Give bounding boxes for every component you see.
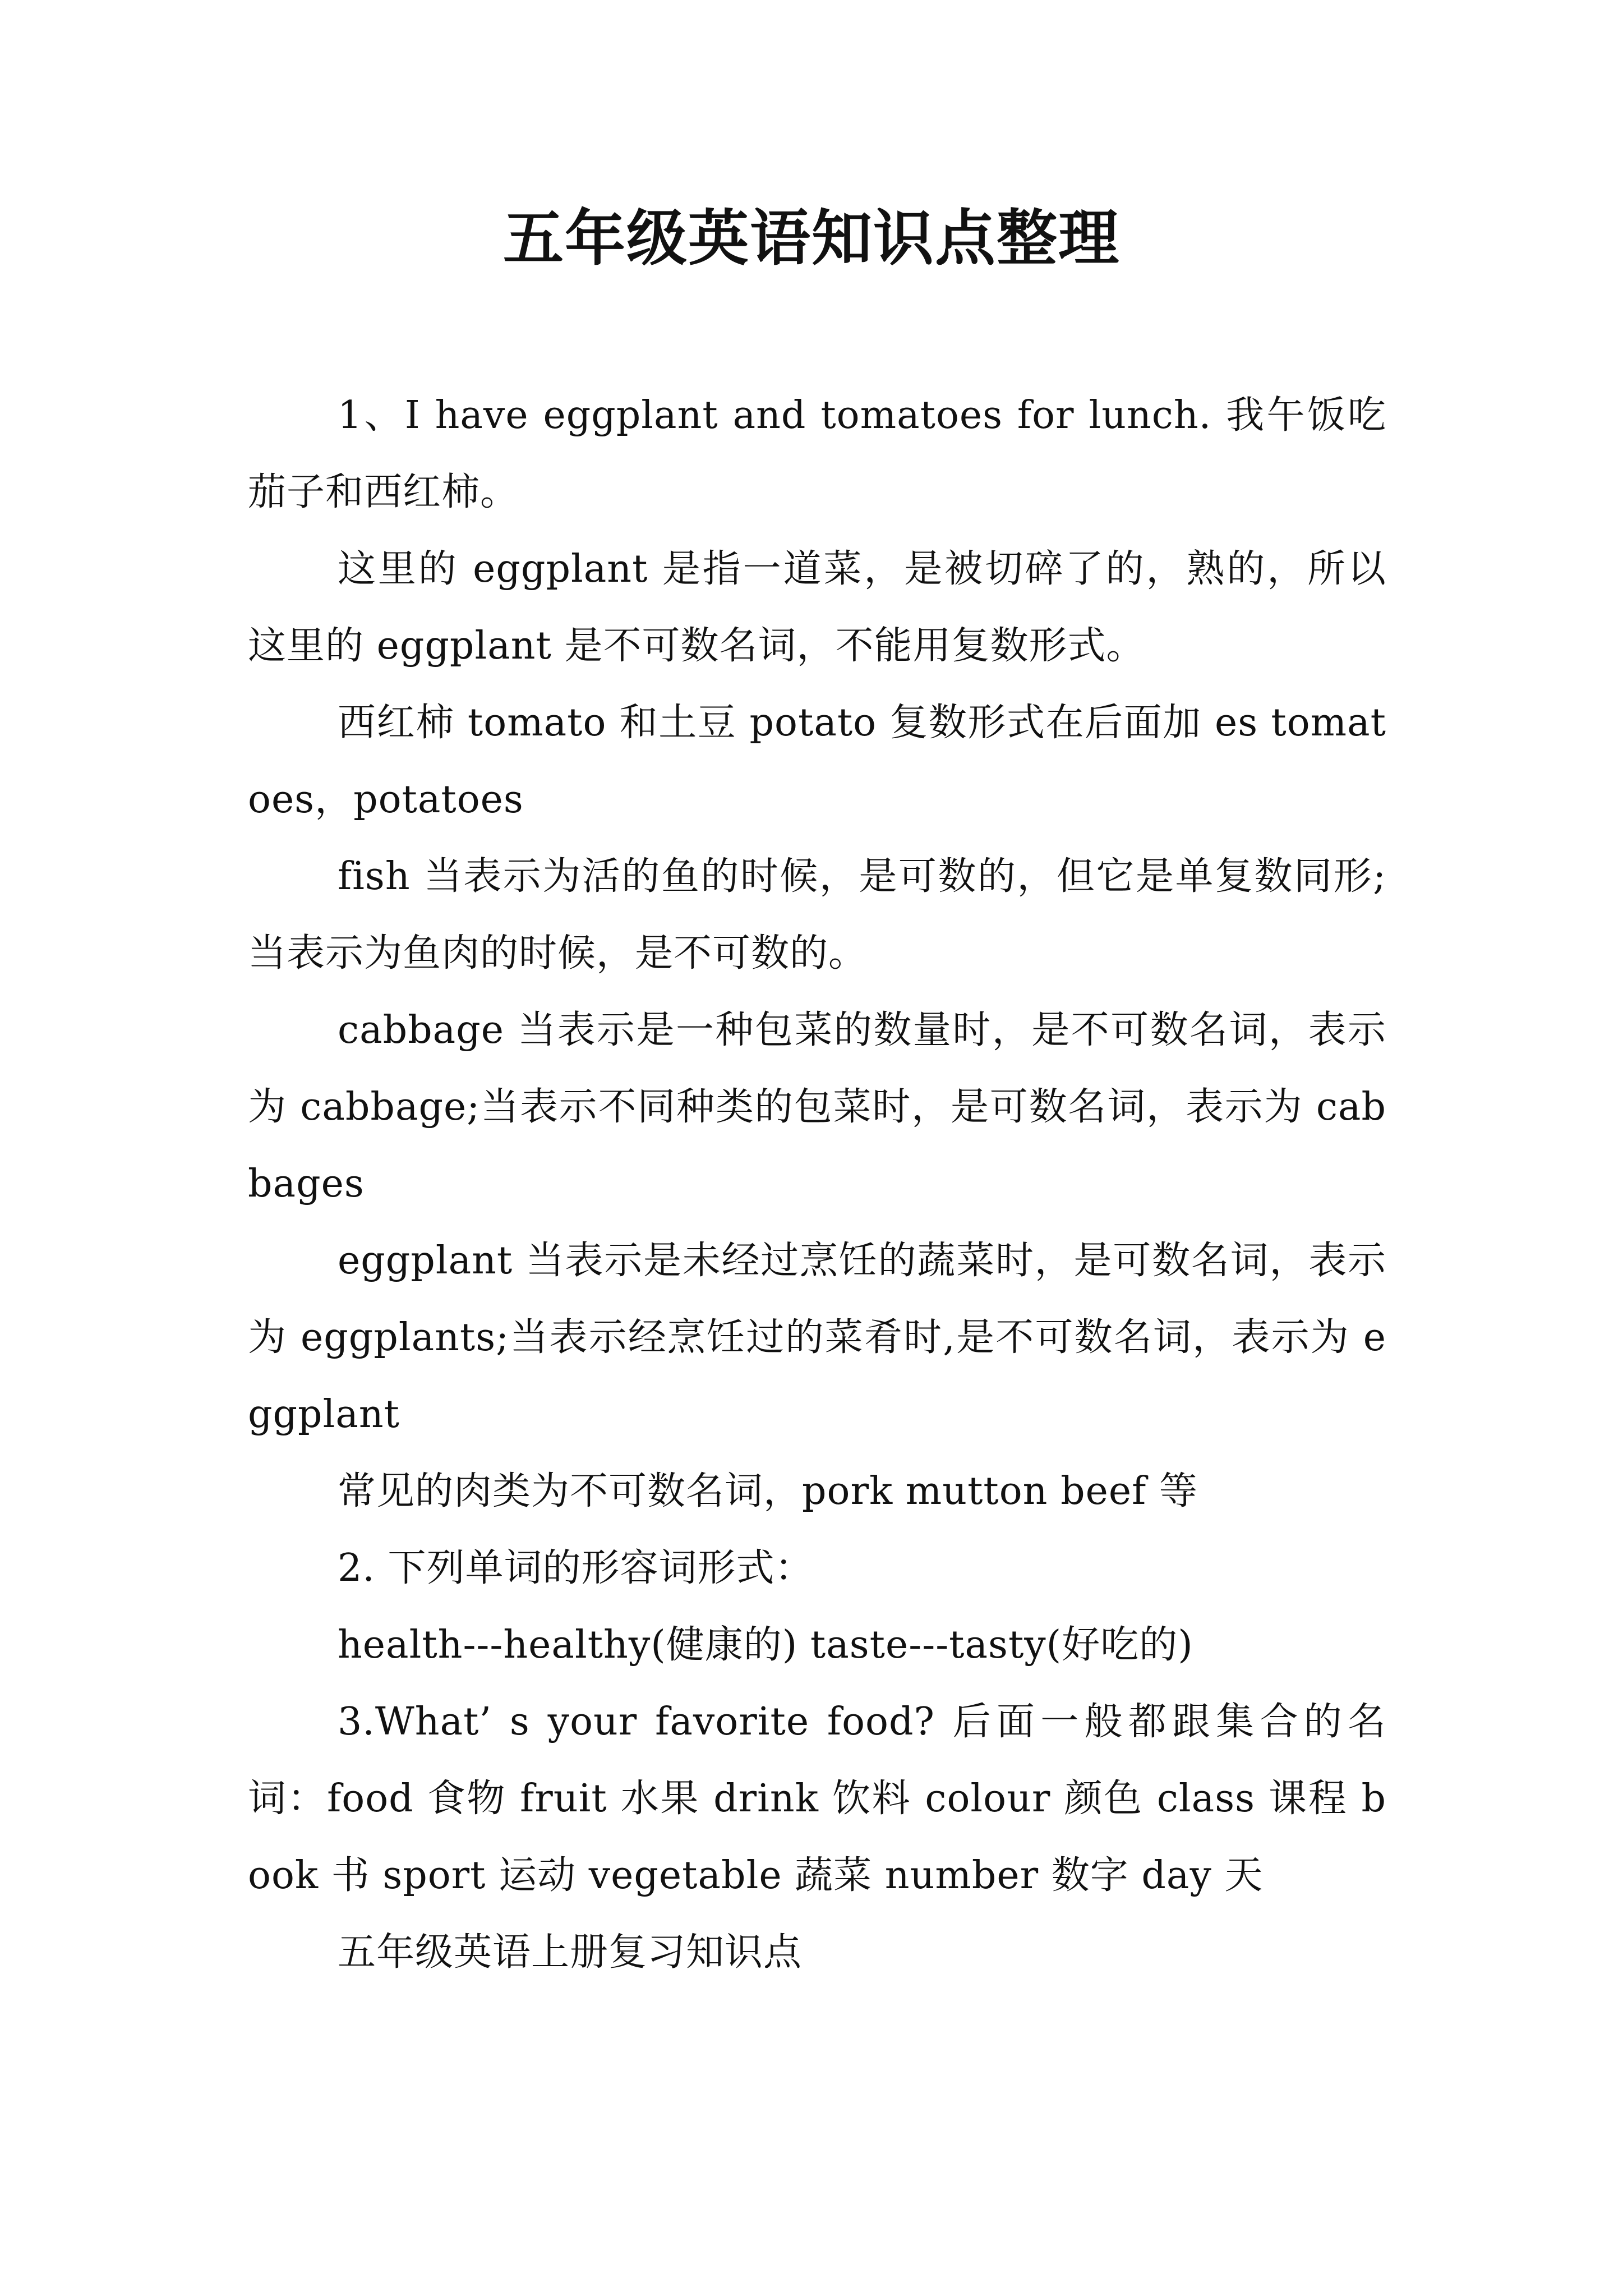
paragraph-4: fish 当表示为活的鱼的时候，是可数的，但它是单复数同形;当表示为鱼肉的时候，是不可数的。 bbox=[248, 854, 1386, 976]
paragraph-6: eggplant 当表示是未经过烹饪的蔬菜时，是可数名词，表示为 eggplants;当表示经烹饪过的菜肴时,是不可数名词，表示为 eggplant bbox=[248, 1239, 1386, 1437]
paragraph-3: 西红柿 tomato 和土豆 potato 复数形式在后面加 es tomatoes，potatoes bbox=[248, 701, 1386, 822]
paragraph-2: 这里的 eggplant 是指一道菜，是被切碎了的，熟的，所以这里的 eggplant 是不可数名词，不能用复数形式。 bbox=[248, 547, 1386, 668]
document-body bbox=[248, 377, 1386, 1991]
paragraph-10: 3.What’ s your favorite food? 后面一般都跟集合的名词：food 食物 fruit 水果 drink 饮料 colour 颜色 class 课程 book 书 sport 运动 vegetable 蔬菜 number 数字 day 天 bbox=[248, 1700, 1386, 1898]
document-title: 五年级英语知识点整理 bbox=[502, 203, 1120, 274]
paragraph-11: 五年级英语上册复习知识点 bbox=[338, 1930, 803, 1975]
paragraph-9: health---healthy(健康的) taste---tasty(好吃的) bbox=[338, 1623, 1193, 1667]
paragraph-7: 常见的肉类为不可数名词，pork mutton beef 等 bbox=[338, 1469, 1198, 1513]
paragraph-1: 1、I have eggplant and tomatoes for lunch. 我午饭吃茄子和西红柿。 bbox=[248, 393, 1386, 514]
paragraph-8: 2. 下列单词的形容词形式： bbox=[338, 1546, 814, 1590]
paragraph-5: cabbage 当表示是一种包菜的数量时，是不可数名词，表示为 cabbage;当表示不同种类的包菜时，是可数名词，表示为 cabbages bbox=[248, 1008, 1386, 1206]
